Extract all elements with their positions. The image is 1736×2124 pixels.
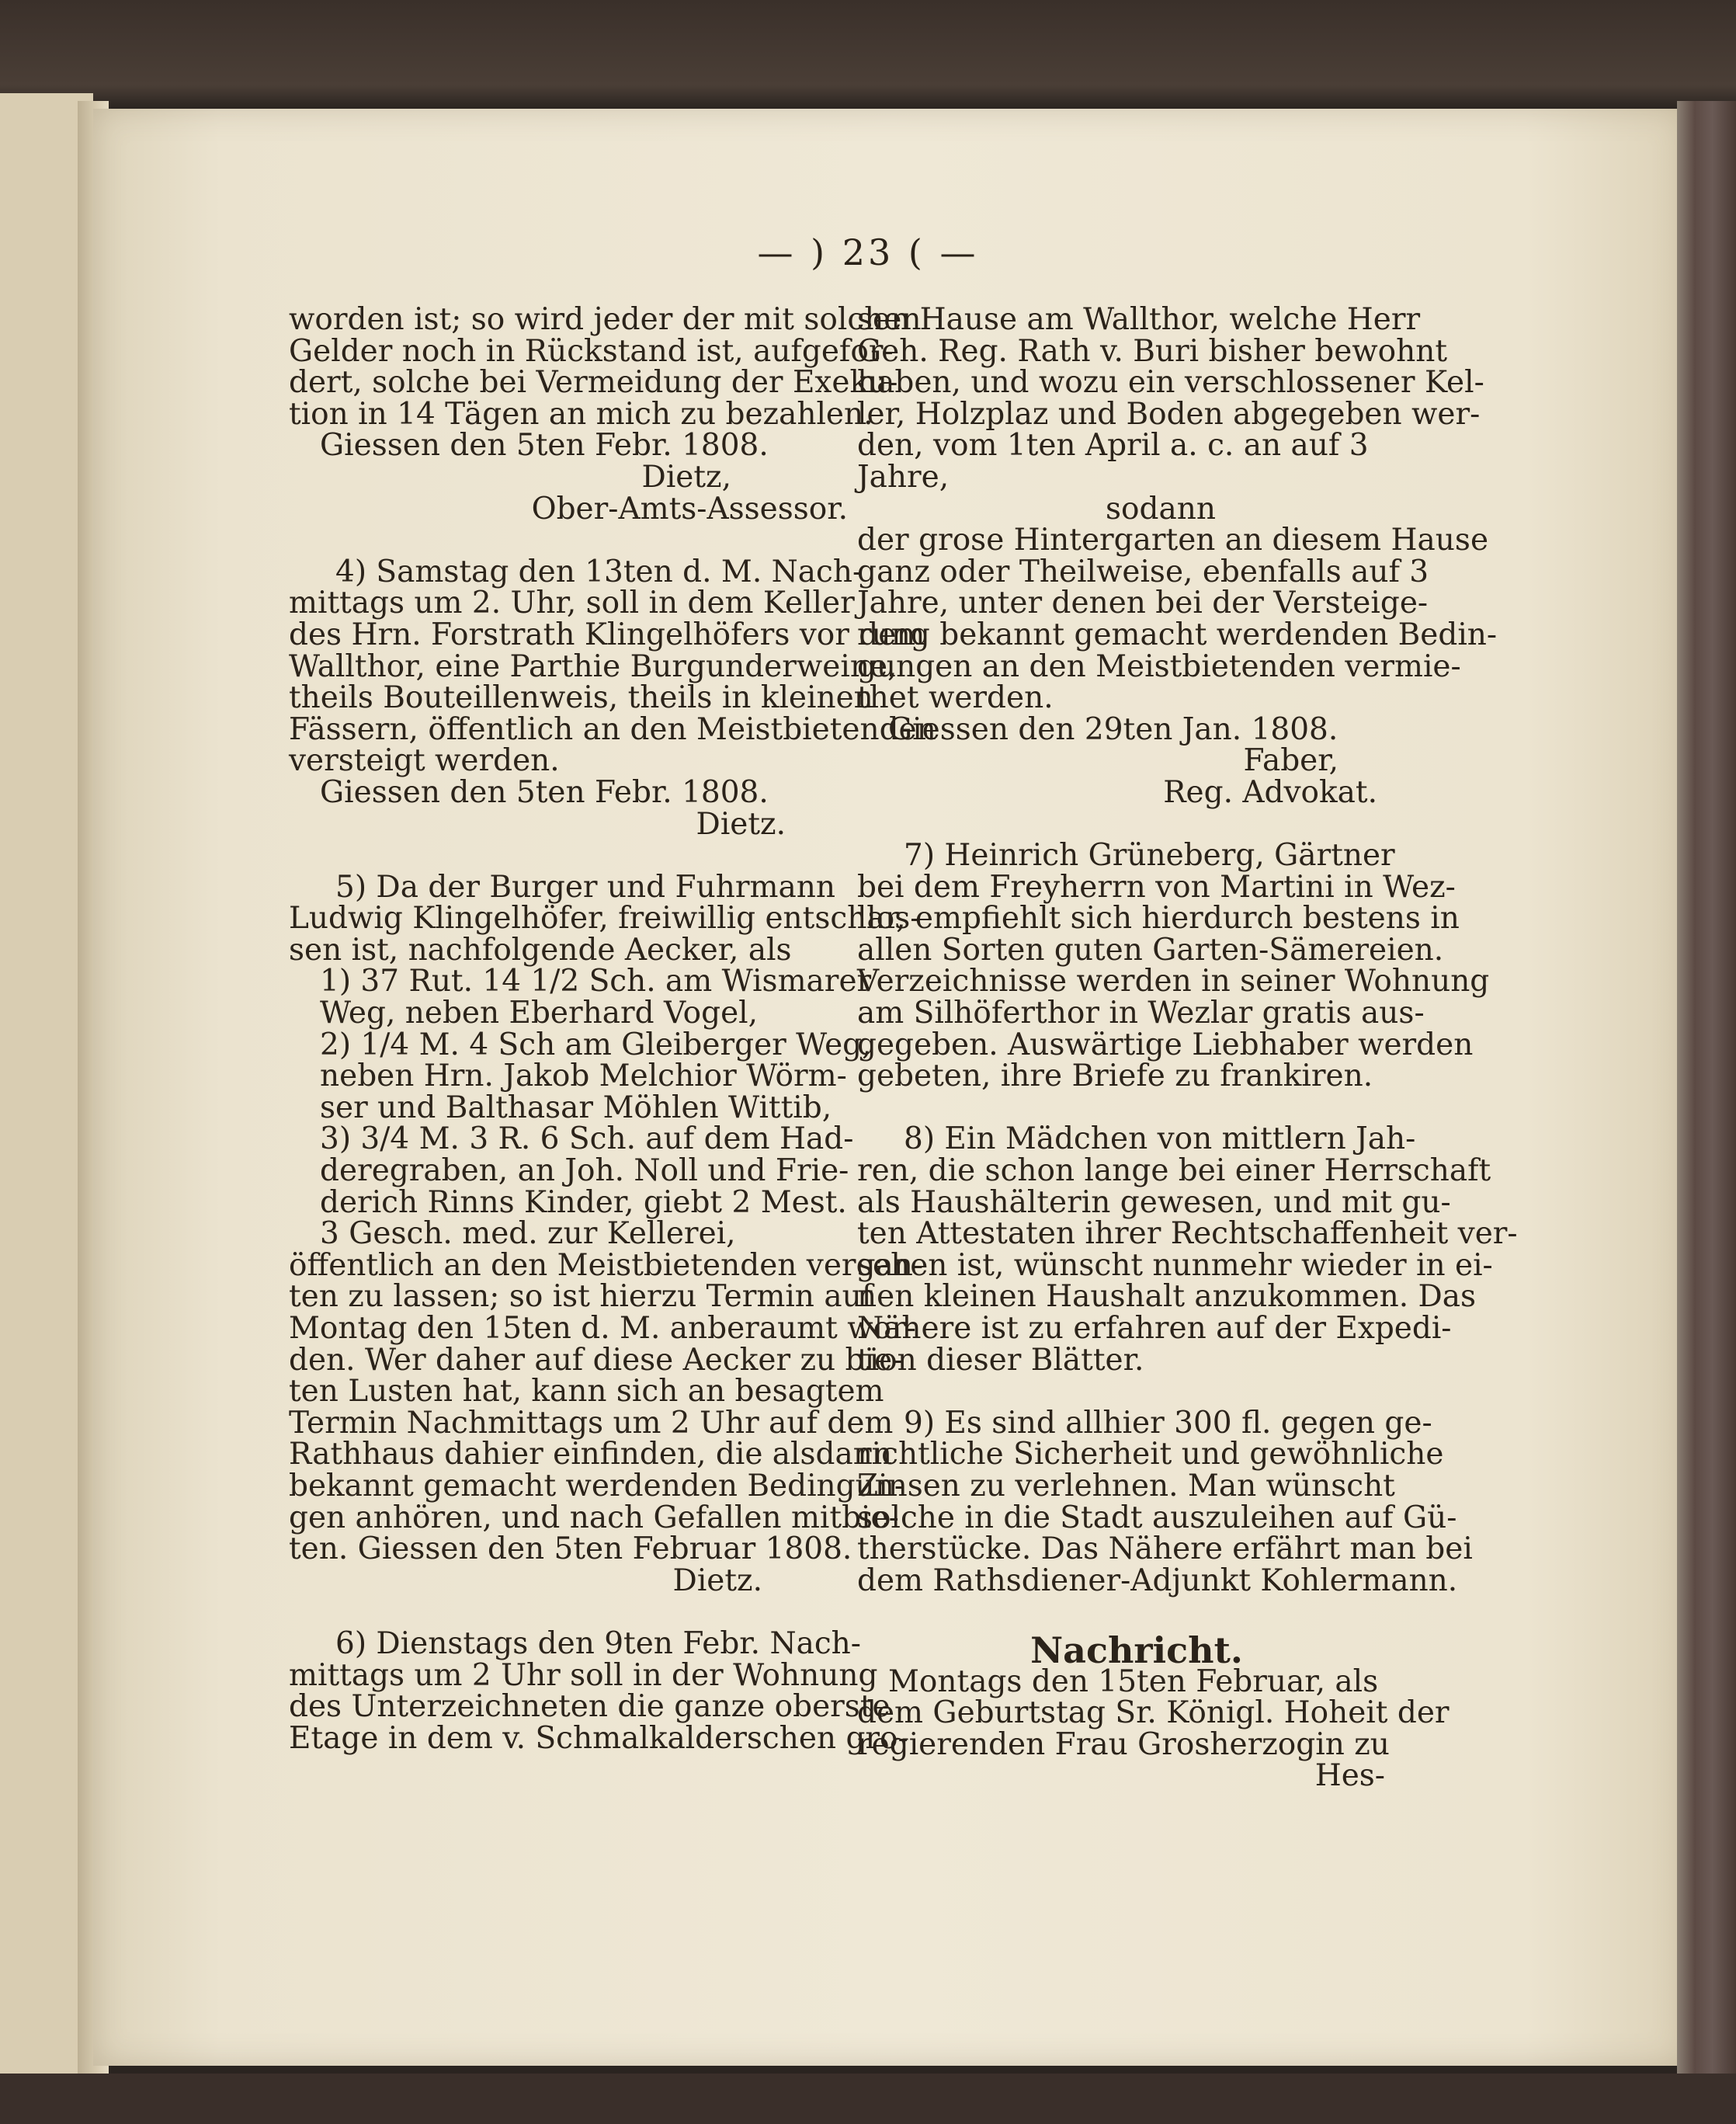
text-line: thet werden.	[857, 680, 1054, 716]
text-line: dem Rathsdiener-Adjunkt Kohlermann.	[857, 1563, 1458, 1598]
text-line: Gelder noch in Rückstand ist, aufgefor-	[289, 333, 894, 369]
text-line: nen kleinen Haushalt anzukommen. Das	[857, 1279, 1477, 1315]
text-line: den. Wer daher auf diese Aecker zu bie-	[289, 1342, 903, 1378]
text-line: sodann	[1106, 491, 1216, 527]
notice-9-start: 9) Es sind allhier 300 fl. gegen ge-	[904, 1405, 1432, 1441]
list-item: 3) 3/4 M. 3 R. 6 Sch. auf dem Had-	[320, 1121, 854, 1157]
text-line: richtliche Sicherheit und gewöhnliche	[857, 1437, 1444, 1472]
text-line: Jahre,	[857, 459, 950, 495]
text-line: ganz oder Theilweise, ebenfalls auf 3	[857, 554, 1429, 589]
text-line: worden ist; so wird jeder der mit solchen	[289, 302, 922, 337]
text-line: bei dem Freyherrn von Martini in Wez-	[857, 869, 1456, 905]
page-number-header: — ) 23 ( —	[757, 231, 979, 273]
text-line: dert, solche bei Vermeidung der Exeku-	[289, 365, 898, 401]
text-line: am Silhöferthor in Wezlar gratis aus-	[857, 996, 1425, 1031]
text-line: versteigt werden.	[289, 743, 560, 779]
text-line: bekannt gemacht werdenden Bedingun-	[289, 1468, 905, 1503]
text-line: Verzeichnisse werden in seiner Wohnung	[857, 964, 1490, 999]
text-line: Zinsen zu verlehnen. Man wünscht	[857, 1468, 1395, 1503]
catchword: Hes-	[1314, 1758, 1385, 1794]
text-line: des Hrn. Forstrath Klingelhöfers vor dem	[289, 617, 925, 652]
text-line: rung bekannt gemacht werdenden Bedin-	[857, 617, 1498, 652]
text-line: Geh. Reg. Rath v. Buri bisher bewohnt	[857, 333, 1448, 369]
list-item: neben Hrn. Jakob Melchior Wörm-	[320, 1059, 847, 1094]
dateline: Giessen den 29ten Jan. 1808.	[888, 711, 1338, 747]
text-line: ren, die schon lange bei einer Herrschaft	[857, 1153, 1491, 1189]
text-line: haben, und wozu ein verschlossener Kel-	[857, 365, 1484, 401]
text-line: tion dieser Blätter.	[857, 1342, 1144, 1378]
text-line: gegeben. Auswärtige Liebhaber werden	[857, 1027, 1474, 1062]
signature-name: Dietz,	[641, 459, 731, 495]
text-line: tion in 14 Tägen an mich zu bezahlen.	[289, 396, 873, 432]
text-line: lar, empfiehlt sich hierdurch bestens in	[857, 901, 1460, 937]
text-line: ten zu lassen; so ist hierzu Termin auf	[289, 1279, 873, 1315]
text-line: des Unterzeichneten die ganze oberste	[289, 1689, 891, 1725]
text-line: theils Bouteillenweis, theils in kleinen	[289, 680, 873, 716]
text-line: solche in die Stadt auszuleihen auf Gü-	[857, 1500, 1457, 1535]
text-line: mittags um 2. Uhr, soll in dem Keller	[289, 586, 855, 621]
signature-title: Ober-Amts-Assessor.	[531, 491, 848, 527]
book-bottom-edge	[0, 2074, 1736, 2124]
notice-6-start: 6) Dienstags den 9ten Febr. Nach-	[335, 1625, 861, 1661]
text-line: Ludwig Klingelhöfer, freiwillig entschlos-	[289, 901, 921, 937]
text-line: öffentlich an den Meistbietenden vergan-	[289, 1247, 924, 1283]
text-line: als Haushälterin gewesen, und mit gu-	[857, 1184, 1451, 1220]
text-line: ten Attestaten ihrer Rechtschaffenheit ver-	[857, 1216, 1518, 1252]
signature-name: Dietz.	[672, 1563, 762, 1598]
list-item: deregraben, an Joh. Noll und Frie-	[320, 1153, 849, 1189]
text-line: der grose Hintergarten an diesem Hause	[857, 523, 1489, 558]
text-line: Etage in dem v. Schmalkalderschen gro-	[289, 1720, 908, 1756]
signature-title: Reg. Advokat.	[1163, 774, 1377, 810]
text-line: Montag den 15ten d. M. anberaumt wor-	[289, 1311, 916, 1346]
signature-name: Faber,	[1243, 743, 1338, 779]
text-line: ten Lusten hat, kann sich an besagtem	[289, 1374, 884, 1410]
book-cover-edge	[1677, 101, 1736, 2089]
text-line: Nähere ist zu erfahren auf der Expedi-	[857, 1311, 1452, 1346]
text-line: regierenden Frau Grosherzogin zu	[857, 1726, 1390, 1762]
text-line: Rathhaus dahier einfinden, die alsdann	[289, 1437, 892, 1472]
text-line: gungen an den Meistbietenden vermie-	[857, 648, 1461, 684]
list-item: 3 Gesch. med. zur Kellerei,	[320, 1216, 736, 1252]
text-line: gen anhören, und nach Gefallen mitbie-	[289, 1500, 899, 1535]
text-line: mittags um 2 Uhr soll in der Wohnung	[289, 1657, 878, 1693]
text-line: sen ist, nachfolgende Aecker, als	[289, 932, 792, 968]
list-item: Weg, neben Eberhard Vogel,	[320, 996, 759, 1031]
text-line: Termin Nachmittags um 2 Uhr auf dem	[289, 1405, 894, 1441]
text-line: ten. Giessen den 5ten Februar 1808.	[289, 1531, 852, 1567]
text-line: gebeten, ihre Briefe zu frankiren.	[857, 1059, 1373, 1094]
list-item: derich Rinns Kinder, giebt 2 Mest.	[320, 1184, 847, 1220]
dateline: Giessen den 5ten Febr. 1808.	[320, 774, 769, 810]
notice-5-start: 5) Da der Burger und Fuhrmann	[335, 869, 835, 905]
text-line: den, vom 1ten April a. c. an auf 3	[857, 428, 1369, 464]
text-line: Montags den 15ten Februar, als	[888, 1663, 1379, 1699]
text-line: Wallthor, eine Parthie Burgunderweine,	[289, 648, 898, 684]
text-line: Fässern, öffentlich an den Meistbietenden	[289, 711, 936, 747]
text-line: ler, Holzplaz und Boden abgegeben wer-	[857, 396, 1481, 432]
text-line: Jahre, unter denen bei der Versteige-	[857, 586, 1429, 621]
text-line: sehen ist, wünscht nunmehr wieder in ei-	[857, 1247, 1493, 1283]
notice-7-start: 7) Heinrich Grüneberg, Gärtner	[904, 838, 1395, 874]
text-line: therstücke. Das Nähere erfährt man bei	[857, 1531, 1473, 1567]
list-item: 1) 37 Rut. 14 1/2 Sch. am Wismarer	[320, 964, 872, 999]
right-column	[857, 302, 1518, 1794]
list-item: 2) 1/4 M. 4 Sch am Gleiberger Weg,	[320, 1027, 872, 1062]
text-line: allen Sorten guten Garten-Sämereien.	[857, 932, 1444, 968]
list-item: ser und Balthasar Möhlen Wittib,	[320, 1090, 832, 1125]
section-heading: Nachricht.	[1030, 1629, 1243, 1671]
text-line: dem Geburtstag Sr. Königl. Hoheit der	[857, 1695, 1450, 1731]
signature-name: Dietz.	[696, 806, 786, 842]
text-line: sen Hause am Wallthor, welche Herr	[857, 302, 1421, 337]
notice-4-start: 4) Samstag den 13ten d. M. Nach-	[335, 554, 863, 589]
notice-8-start: 8) Ein Mädchen von mittlern Jah-	[904, 1121, 1416, 1157]
dateline: Giessen den 5ten Febr. 1808.	[320, 428, 769, 464]
